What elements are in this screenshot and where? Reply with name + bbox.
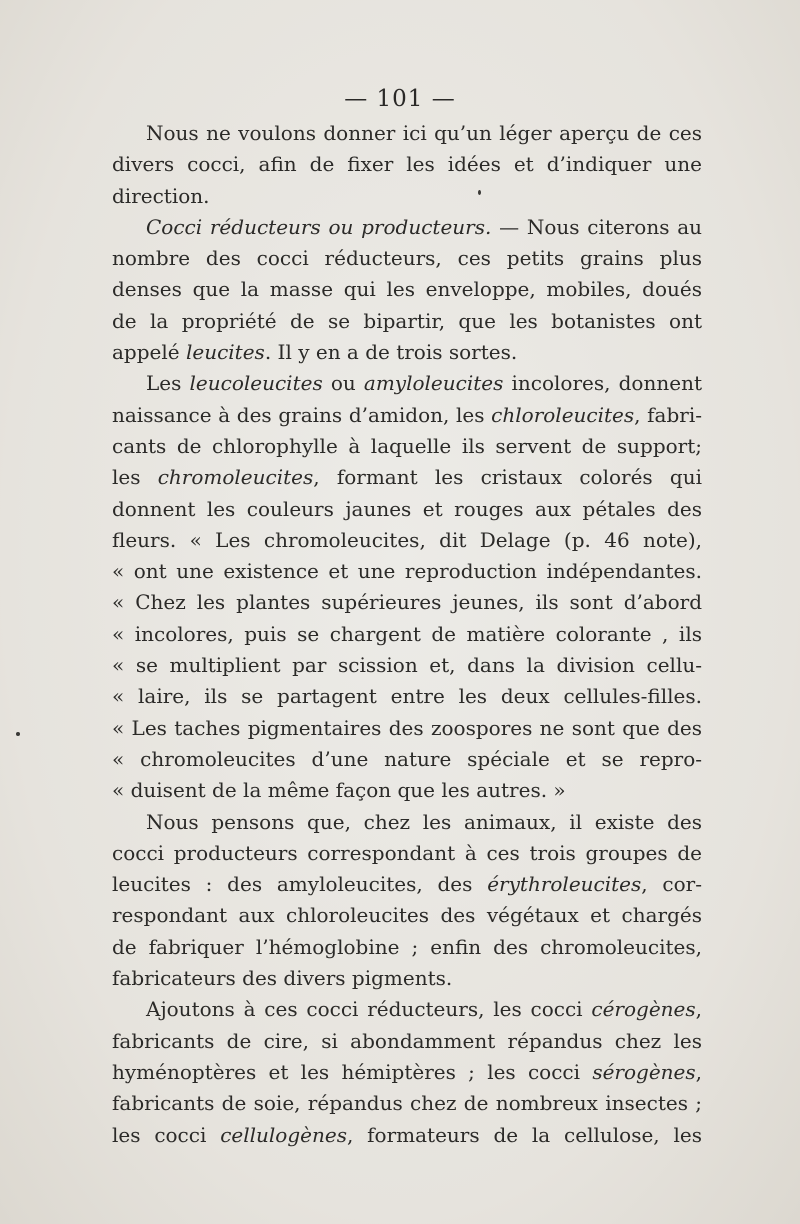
italic-term: sérogènes	[592, 1059, 696, 1084]
text-line	[112, 400, 702, 431]
text-run: naissance à des grains d’amidon, les	[112, 402, 492, 427]
text-run: Les	[146, 371, 190, 396]
text-line	[112, 368, 702, 399]
italic-term: chromoleucites	[157, 465, 314, 490]
text-run: hyménoptères et les hémiptères ; les cocci	[112, 1059, 593, 1084]
italic-term: leucoleucites	[189, 371, 323, 396]
italic-term: chloroleucites	[491, 402, 635, 427]
text-run: direction.	[112, 183, 210, 208]
text-line	[112, 525, 702, 556]
text-run: cants de chlorophylle à laquelle ils servent de support;	[112, 433, 702, 458]
italic-term: cellulogènes	[220, 1122, 347, 1147]
text-run: ,	[695, 1059, 702, 1084]
text-line	[112, 900, 702, 931]
text-run: « laire, ils se partagent entre les deux cellules-filles.	[112, 684, 702, 709]
text-run: « incolores, puis se chargent de matière colorante , ils	[112, 621, 702, 646]
text-line	[112, 337, 702, 368]
text-run: fleurs. « Les chromoleucites, dit Delage (p. 46 note),	[112, 527, 702, 552]
text-line	[112, 212, 702, 243]
text-line	[112, 932, 702, 963]
text-line	[112, 775, 702, 806]
text-run: ,	[695, 997, 702, 1022]
text-run: , cor-	[641, 872, 702, 897]
text-run: , fabri-	[634, 402, 702, 427]
text-run: ou	[322, 371, 364, 396]
text-run: « se multiplient par scission et, dans la division cellu-	[112, 653, 702, 678]
text-line	[112, 1026, 702, 1057]
text-line	[112, 1120, 702, 1151]
text-line	[112, 118, 702, 149]
italic-term: leucites	[185, 340, 265, 365]
text-line	[112, 838, 702, 869]
text-run: Nous pensons que, chez les animaux, il existe des	[146, 809, 702, 834]
text-run: , formateurs de la cellulose, les	[346, 1122, 702, 1147]
page-number: — 101 —	[344, 86, 456, 112]
text-line	[112, 462, 702, 493]
text-run: respondant aux chloroleucites des végétaux et chargés	[112, 903, 702, 928]
text-run: « ont une existence et une reproduction indépendantes.	[112, 559, 702, 584]
text-line	[112, 556, 702, 587]
text-line	[112, 181, 702, 212]
text-run: fabricateurs des divers pigments.	[112, 966, 453, 991]
text-run: denses que la masse qui les enveloppe, mobiles, doués	[112, 277, 702, 302]
text-run: . Il y en a de trois sortes.	[264, 340, 518, 365]
text-line	[112, 963, 702, 994]
text-run: de la propriété de se bipartir, que les botanistes ont	[112, 308, 702, 333]
body-text	[112, 118, 702, 1151]
text-line	[112, 149, 702, 180]
text-run: « duisent de la même façon que les autres. »	[112, 778, 566, 803]
text-line	[112, 243, 702, 274]
text-run: , formant les cristaux colorés qui	[313, 465, 702, 490]
text-line	[112, 869, 702, 900]
ink-speck	[16, 732, 20, 736]
text-run: « Chez les plantes supérieures jeunes, ils sont d’abord	[112, 590, 702, 615]
text-line	[112, 807, 702, 838]
text-line	[112, 994, 702, 1025]
text-run: donnent les couleurs jaunes et rouges aux pétales des	[112, 496, 702, 521]
text-line	[112, 713, 702, 744]
italic-term: érythroleucites	[487, 872, 642, 897]
text-line	[112, 619, 702, 650]
ink-speck	[478, 190, 481, 195]
italic-term: Cocci réducteurs ou producteurs.	[146, 214, 492, 239]
text-line	[112, 744, 702, 775]
text-run: Ajoutons à ces cocci réducteurs, les cocci	[146, 997, 592, 1022]
text-run: leucites : des amyloleucites, des	[112, 872, 488, 897]
text-line	[112, 494, 702, 525]
text-run: de fabriquer l’hémoglobine ; enfin des chromoleucites,	[112, 934, 702, 959]
text-line	[112, 1057, 702, 1088]
text-line	[112, 274, 702, 305]
text-line	[112, 681, 702, 712]
text-run: les	[112, 465, 158, 490]
text-run: Nous ne voulons donner ici qu’un léger aperçu de ces	[146, 121, 702, 145]
text-line	[112, 650, 702, 681]
text-line	[112, 306, 702, 337]
text-run: — Nous citerons au	[491, 214, 702, 239]
text-line	[112, 431, 702, 462]
text-line	[112, 587, 702, 618]
text-run: « Les taches pigmentaires des zoospores ne sont que des	[112, 715, 702, 740]
text-line	[112, 1088, 702, 1119]
italic-term: cérogènes	[591, 997, 696, 1022]
text-run: divers cocci, afin de fixer les idées et d’indiquer une	[112, 152, 702, 177]
text-run: « chromoleucites d’une nature spéciale et se repro-	[112, 746, 702, 771]
text-run: appelé	[112, 340, 186, 365]
text-run: fabricants de soie, répandus chez de nombreux insectes ;	[112, 1091, 702, 1116]
text-run: incolores, donnent	[503, 371, 702, 396]
text-run: les cocci	[112, 1122, 221, 1147]
text-run: fabricants de cire, si abondamment répandus chez les	[112, 1028, 702, 1053]
text-run: cocci producteurs correspondant à ces trois groupes de	[112, 840, 702, 865]
text-run: nombre des cocci réducteurs, ces petits grains plus	[112, 246, 702, 271]
italic-term: amyloleucites	[363, 371, 504, 396]
